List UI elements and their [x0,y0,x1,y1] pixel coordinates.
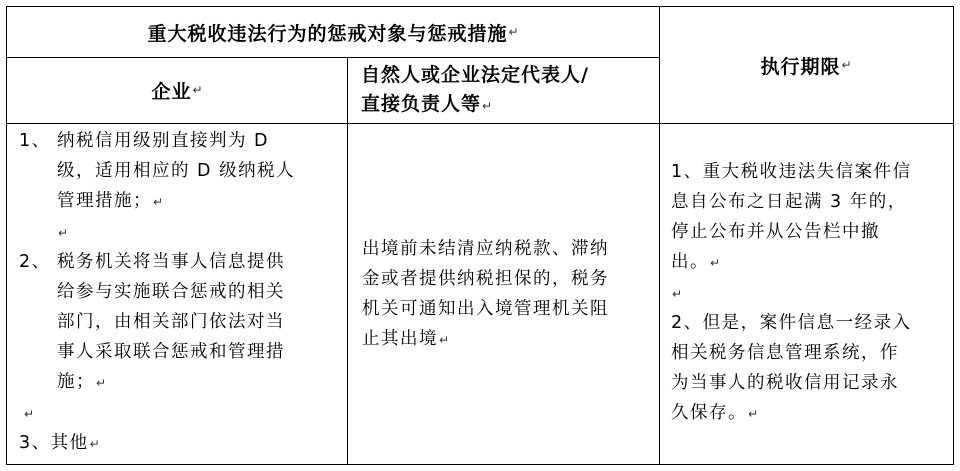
paragraph-mark: ↵ [89,437,100,451]
paragraph-mark: ↵ [508,25,519,39]
paragraph-mark: ↵ [748,407,759,421]
enterprise-item-1-num: 1、 [19,131,51,151]
paragraph-mark: ↵ [192,83,203,97]
enterprise-item-1-line2: 级，适用相应的 D 级纳税人 [57,161,296,181]
table-title-text: 重大税收违法行为的惩戒对象与惩戒措施 [147,22,508,45]
enterprise-item-1-line3: 管理措施； [57,191,152,211]
enterprise-measures [19,124,344,459]
enterprise-item-2-line4: 事人采取联合惩戒和管理措 [57,342,285,362]
header-person-line2: 直接负责人等 [361,93,482,115]
period-2-line1: 2、但是，案件信息一经录入 [671,313,912,333]
person-measures [362,234,658,355]
paragraph-mark: ↵ [96,376,107,390]
person-line3: 机关可通知出入境管理机关阻 [362,299,609,319]
header-enterprise-text: 企业 [151,80,192,103]
period-2-line3: 为当事人的税收信用记录永 [671,373,899,393]
table-title [7,7,659,57]
paragraph-mark: ↵ [439,333,450,347]
person-line2: 金或者提供纳税担保的，税务 [362,269,609,289]
person-line4: 止其出境 [362,329,438,349]
paragraph-mark: ↵ [24,407,35,421]
enterprise-item-2-line2: 给参与实施联合惩戒的相关 [57,282,285,302]
penalty-table [6,6,954,465]
period-1-line2: 息自公布之日起满 3 年的， [671,192,907,212]
enterprise-item-2-line1: 税务机关将当事人信息提供 [57,252,285,272]
enterprise-item-2 [19,247,344,398]
period-2-line4: 久保存。 [671,403,747,423]
paragraph-mark: ↵ [153,195,164,209]
enterprise-item-3-num: 3、 [19,433,51,453]
enterprise-item-1-line1: 纳税信用级别直接判为 D [57,131,270,151]
header-enterprise [7,57,347,123]
enterprise-item-1 [19,126,344,217]
header-person [347,57,659,123]
paragraph-mark: ↵ [672,287,683,301]
enterprise-item-3 [19,428,344,459]
header-person-line1: 自然人或企业法定代表人/ [361,64,589,86]
enterprise-item-3-line1: 其他 [50,433,89,453]
enterprise-item-2-line5: 施； [57,372,95,392]
enterprise-item-2-num: 2、 [19,252,51,272]
enterprise-item-2-line3: 部门，由相关部门依法对当 [57,312,285,332]
period-1-line1: 1、重大税收违法失信案件信 [671,162,912,182]
paragraph-mark: ↵ [58,226,69,240]
paragraph-mark: ↵ [482,99,493,113]
header-period-text: 执行期限 [760,55,841,78]
period-1-line4: 出。 [671,252,709,272]
period-1-line3: 停止公布并从公告栏中撤 [671,222,880,242]
header-period [659,7,953,123]
paragraph-mark: ↵ [841,58,852,72]
period-measures [671,157,952,429]
person-line1: 出境前未结清应纳税款、滞纳 [362,239,609,259]
period-2-line2: 相关税务信息管理系统，作 [671,343,899,363]
paragraph-mark: ↵ [710,256,721,270]
